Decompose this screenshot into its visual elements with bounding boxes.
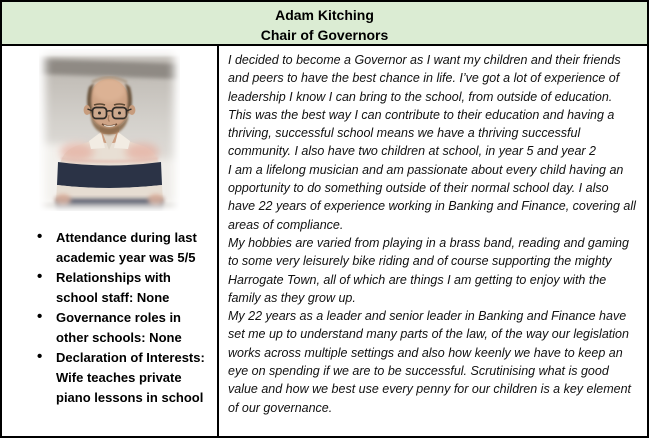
bio-paragraph: I am a lifelong musician and am passionate about every child having an opportunity to do something outside of their normal school day. I also have 22 years of experience working in Banking and Finance, covering all areas of compliance. (228, 162, 636, 232)
portrait-photo-graphic (39, 49, 180, 211)
governor-name: Adam Kitching (275, 7, 374, 23)
governor-role: Chair of Governors (260, 27, 389, 43)
governance-bullet-list (2, 228, 217, 408)
portrait-photo (39, 49, 180, 211)
bio-paragraph: My 22 years as a leader and senior leader in Banking and Finance have set me up to understand many parts of the law, of the way our legislation works across multiple settings and also how keenly we have to keep an eye on spending if we are to be successful. Scrutinising what is good value and how we best use every penny for our children is a key element of our governance. (228, 309, 632, 415)
bio-cell (219, 46, 647, 436)
table-body (2, 46, 647, 436)
bullet-relationships: • Relationships with school staff: None (37, 268, 216, 308)
bullet-declaration: • Declaration of Interests: Wife teaches private piano lessons in school (37, 348, 216, 408)
profile-cell (2, 46, 219, 436)
bullet-attendance: • Attendance during last academic year was 5/5 (37, 228, 216, 268)
bio-paragraph: My hobbies are varied from playing in a brass band, reading and gaming to some very leisurely bike riding and of course supporting the mighty Harrogate Town, all of which are things I am getting to enjoy with the family as they grow up. (228, 235, 629, 305)
table-header (2, 2, 647, 46)
bio-paragraph: I decided to become a Governor as I want my children and their friends and peers to have the best chance in life. I’ve got a lot of experience of leadership I know I can bring to the school, from outside of education. This was the best way I can contribute to their education and having a thriving, successful school means we have a thriving successful community. I also have two children at school, in year 5 and year 2 (228, 53, 621, 159)
bullet-governance-roles: • Governance roles in other schools: None (37, 308, 216, 348)
